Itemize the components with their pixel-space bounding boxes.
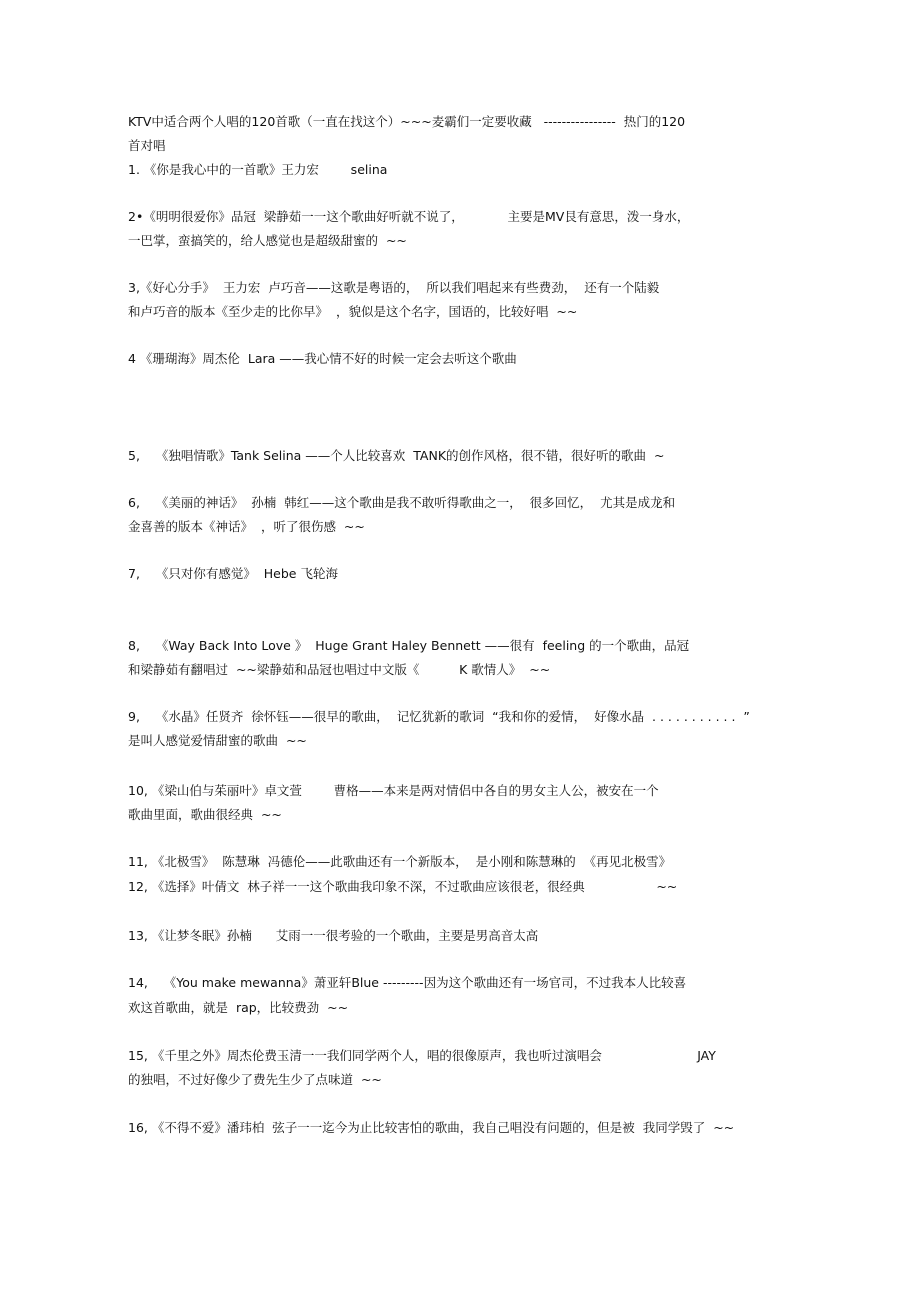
list-item: 8, 《Way Back Into Love 》 Huge Grant Haley Bennett ——很有 feeling 的一个歌曲，品冠 (128, 638, 690, 653)
list-item: 14, 《You make mewanna》萧亚轩Blue ---------因为这个歌曲还有一场官司，不过我本人比较喜 (128, 975, 687, 990)
title-line: 首对唱 (128, 138, 166, 153)
list-item: 金喜善的版本《神话》 ，听了很伤感 ~~ (128, 519, 365, 534)
list-item: 7, 《只对你有感觉》 Hebe 飞轮海 (128, 566, 338, 581)
list-item: 13, 《让梦冬眠》孙楠 艾雨一一很考验的一个歌曲，主要是男高音太高 (128, 928, 539, 943)
list-item: 的独唱，不过好像少了费先生少了点味道 ~~ (128, 1072, 382, 1087)
list-item: 16, 《不得不爱》潘玮柏 弦子一一迄今为止比较害怕的歌曲，我自己唱没有问题的，但是被 我同学毁了 ~~ (128, 1120, 735, 1135)
list-item: 和梁静茹有翻唱过 ~~梁静茹和品冠也唱过中文版《 K 歌情人》 ~~ (128, 662, 551, 677)
list-item: 1. 《你是我心中的一首歌》王力宏 selina (128, 162, 388, 177)
list-item: 9, 《水晶》任贤齐 徐怀钰——很早的歌曲， 记忆犹新的歌词 “我和你的爱情， 好像水晶 . . . . . . . . . . . ” (128, 709, 750, 724)
list-item: 是叫人感觉爱情甜蜜的歌曲 ~~ (128, 733, 307, 748)
list-item: 11, 《北极雪》 陈慧琳 冯德伦——此歌曲还有一个新版本， 是小刚和陈慧琳的 《再见北极雪》 (128, 854, 672, 869)
list-item: 3,《好心分手》 王力宏 卢巧音——这歌是粤语的， 所以我们唱起来有些费劲， 还有一个陆毅 (128, 280, 660, 295)
list-item: 歌曲里面，歌曲很经典 ~~ (128, 807, 282, 822)
list-item: 2•《明明很爱你》品冠 梁静茹一一这个歌曲好听就不说了， 主要是MV艮有意思，泼一身水， (128, 209, 690, 224)
list-item: 和卢巧音的版本《至少走的比你早》 ，貌似是这个名字，国语的，比较好唱 ~~ (128, 304, 578, 319)
list-item: 12, 《选择》叶倩文 林子祥一一这个歌曲我印象不深，不过歌曲应该很老，很经典 ~~ (128, 879, 678, 894)
list-item: 15, 《千里之外》周杰伦费玉清一一我们同学两个人，唱的很像原声，我也听过演唱会 JAY (128, 1048, 716, 1063)
title-line: KTV中适合两个人唱的120首歌（一直在找这个）~~~麦霸们一定要收藏 ---------------- 热门的120 (128, 114, 686, 129)
list-item: 欢这首歌曲，就是 rap，比较费劲 ~~ (128, 1000, 349, 1015)
list-item: 10, 《梁山伯与茱丽叶》卓文萱 曹格——本来是两对情侣中各自的男女主人公，被安在一个 (128, 783, 659, 798)
list-item: 6, 《美丽的神话》 孙楠 韩红——这个歌曲是我不敢听得歌曲之一， 很多回忆， 尤其是成龙和 (128, 495, 676, 510)
list-item: 一巴掌，蛮搞笑的，给人感觉也是超级甜蜜的 ~~ (128, 233, 407, 248)
list-item: 4 《珊瑚海》周杰伦 Lara ——我心情不好的时候一定会去听这个歌曲 (128, 351, 517, 366)
list-item: 5, 《独唱情歌》Tank Selina ——个人比较喜欢 TANK的创作风格，很不错，很好听的歌曲 ~ (128, 448, 665, 463)
